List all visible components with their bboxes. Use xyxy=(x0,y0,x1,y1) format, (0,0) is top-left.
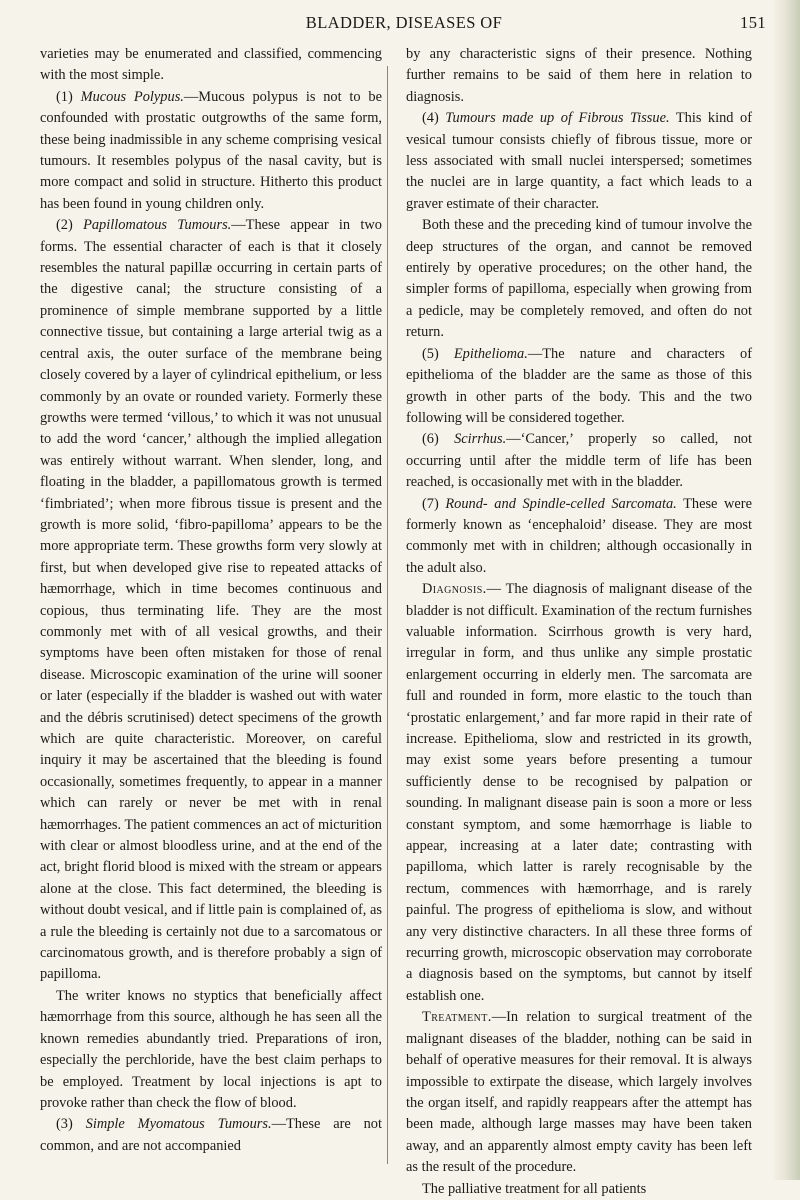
paragraph xyxy=(406,1179,752,1200)
page-edge xyxy=(774,0,800,1180)
section-number: (1) xyxy=(56,88,73,105)
numbered-section xyxy=(406,494,752,580)
left-column xyxy=(40,44,382,1157)
section-number: (2) xyxy=(56,217,73,234)
numbered-section xyxy=(406,344,752,430)
paragraph-text: —These appear in two forms. The essential character of each is that it closely resembles the natural papillæ occurring in certain parts of the digestive canal; the structure consisting of a prominence of simple membrane supported by a little connective tissue, but containing a large arterial twig as a central axis, the outer surface of the membrane being closely covered by a layer of cylindrical epithelium, or less commonly by an ovate or rounded variety. Formerly these growths were termed ‘villous,’ to which it was not unusual to add the word ‘cancer,’ although the implied allegation was entirely without warrant. When slender, long, and floating in the bladder, a papillomatous growth is termed ‘fimbriated’; when more fibrous tissue is present and the growth is more solid, ‘fibro-papilloma’ appears to be the more appropriate term. These growths form very slowly at first, but when developed give rise to repeated attacks of hæmorrhage, which in time becomes continuous and copious, thus terminating life. They are the most commonly met with of all vesical growths, and their symptoms have been often mistaken for those of renal disease. Microscopic examination of the urine will sooner or later (especially if the bladder is washed out with water and the débris scrutinised) detect specimens of the growth which are quite characteristic. Moreover, on careful inquiry it may be ascertained that the bleeding is found occasionally, sometimes frequently, to appear in a manner which can rarely or never be met with in renal hæmorrhages. The patient commences an act of micturition with clear or almost bloodless urine, and at the end of the act, bright florid blood is mixed with the stream or appears alone at the close. This fact determined, the bleeding is without doubt vesical, and if little pain is complained of, as a rule the bleeding is certainly not due to a sarcomatous or carcinomatous growth, and is therefore probably a sign of papilloma. xyxy=(40,217,382,983)
section-heading: Papillomatous Tumours. xyxy=(83,217,232,234)
section-heading: Mucous Polypus. xyxy=(80,88,184,105)
subheading-section xyxy=(406,579,752,1007)
running-title: BLADDER, DISEASES OF xyxy=(305,13,503,32)
section-heading: Epithelioma. xyxy=(453,345,528,362)
paragraph-text: The writer knows no styptics that beneficially affect hæmorrhage from this source, although he has seen all the known remedies abundantly tried. Preparations of iron, especially the perchloride, have the best claim perhaps to be employed. Treatment by local injections is apt to provoke rather than check the flow of blood. xyxy=(40,987,382,1111)
paragraph-text: These were formerly known as ‘encephaloid’ disease. They are most commonly met with in children; although occasionally in the adult also. xyxy=(406,495,752,576)
section-heading: Treatment. xyxy=(422,1009,492,1026)
running-header xyxy=(42,10,766,36)
right-column xyxy=(406,44,752,1200)
paragraph-text: —‘Cancer,’ properly so called, not occurring until after the middle term of life has been reached, is occasionally met with in the bladder. xyxy=(406,431,752,491)
section-number: (7) xyxy=(422,495,439,512)
section-heading: Round- and Spindle-celled Sarcomata. xyxy=(445,495,677,512)
section-heading: Diagnosis. xyxy=(422,581,487,598)
paragraph-text: —Mucous polypus is not to be confounded with prostatic outgrowths of the same form, these being inadmissible in any scheme comprising vesical tumours. It resembles polypus of the nasal cavity, but is more compact and solid in structure. Hitherto this product has been found in young children only. xyxy=(40,88,382,212)
section-number: (4) xyxy=(422,110,439,127)
section-heading: Tumours made up of Fibrous Tissue. xyxy=(445,110,670,127)
page-number: 151 xyxy=(740,13,766,32)
section-number: (3) xyxy=(56,1116,73,1133)
numbered-section xyxy=(40,87,382,215)
numbered-section xyxy=(40,215,382,986)
paragraph xyxy=(40,986,382,1114)
subheading-section xyxy=(406,1007,752,1178)
paragraph-text: —In relation to surgical treatment of the malignant diseases of the bladder, nothing can be said in behalf of operative measures for their removal. It is always impossible to extirpate the disease, which largely involves the organ itself, and rapidly reappears after the attempt has been made, although large masses may have been taken away, and an apparently almost empty cavity has been left as the result of the procedure. xyxy=(406,1009,752,1176)
paragraph-continued xyxy=(40,44,382,87)
numbered-section xyxy=(406,429,752,493)
section-heading: Simple Myomatous Tumours. xyxy=(85,1116,272,1133)
section-heading: Scirrhus. xyxy=(454,431,507,448)
paragraph-continued xyxy=(406,44,752,108)
numbered-section xyxy=(40,1114,382,1157)
paragraph-text: —The nature and characters of epithelioma of the bladder are the same as those of this growth in other parts of the body. This and the two following will be considered together. xyxy=(406,345,752,426)
paragraph-text: The palliative treatment for all patients xyxy=(422,1180,647,1197)
paragraph-text: by any characteristic signs of their presence. Nothing further remains to be said of them here in relation to diagnosis. xyxy=(406,46,752,105)
section-number: (6) xyxy=(422,431,439,448)
paragraph-text: — The diagnosis of malignant disease of the bladder is not difficult. Examination of the rectum furnishes valuable information. Scirrhous growth is very hard, irregular in form, and thus unlike any simple prostatic enlargement occurring in elderly men. The sarcomata are full and rounded in form, more elastic to the touch than ‘prostatic enlargement,’ and far more rapid in their rate of increase. Epithelioma, slow and restricted in its growth, may exist some years before presenting a tumour sufficiently dense to be recognised by palpation or sounding. In malignant disease pain is soon a more or less constant symptom, and some hæmorrhage is liable to appear, increasing at a later date; contrasting with papilloma, which latter is rarely recognisable by the rectum, commences with hæmorrhage, and is rarely painful. The progress of epithelioma is slow, and without any very distinctive characters. In all these three forms of recurring growth, microscopic observation may corroborate a diagnosis based on the symptoms, but cannot by itself establish one. xyxy=(406,581,752,1004)
section-number: (5) xyxy=(422,345,439,362)
paragraph xyxy=(406,215,752,343)
paragraph-text: —These are not common, and are not accompanied xyxy=(40,1116,382,1154)
paragraph-text: Both these and the preceding kind of tumour involve the deep structures of the organ, and cannot be removed entirely by operative procedures; on the other hand, the simpler forms of papilloma, especially when growing from a pedicle, may be completely removed, and often do not return. xyxy=(406,217,752,341)
paragraph-text: This kind of vesical tumour consists chiefly of fibrous tissue, more or less associated with small nuclei interspersed; sometimes the nuclei are in large quantity, a fact which leads to a graver estimate of their character. xyxy=(406,110,752,212)
numbered-section xyxy=(406,108,752,215)
column-divider xyxy=(387,66,388,1164)
paragraph-text: varieties may be enumerated and classified, commencing with the most simple. xyxy=(40,46,382,84)
